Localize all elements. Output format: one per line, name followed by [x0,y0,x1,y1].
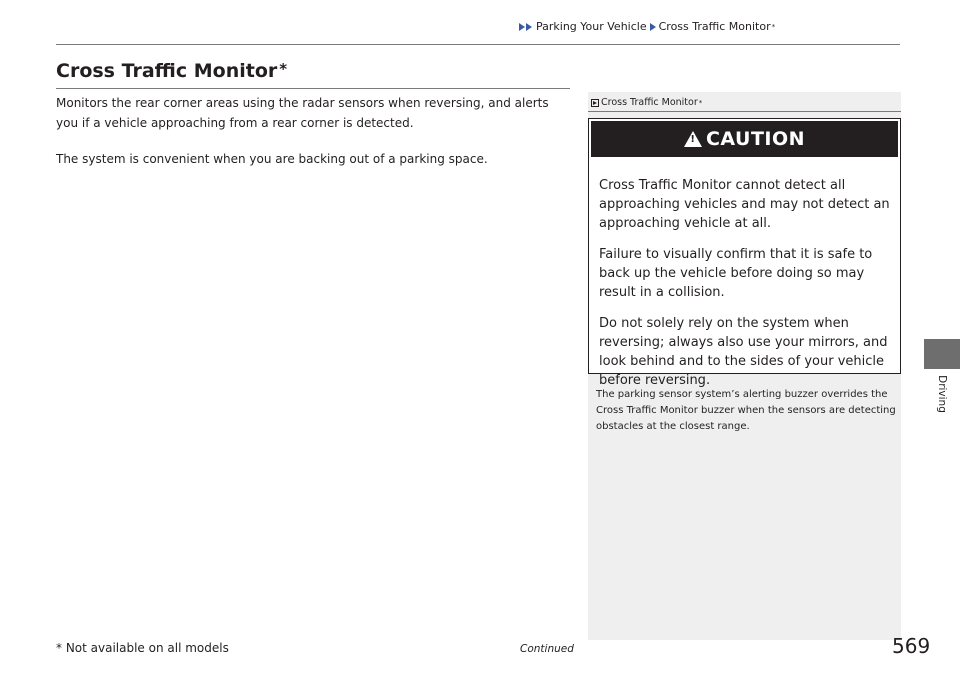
chapter-tab-text: Driving [936,375,948,413]
caution-header [591,121,898,157]
breadcrumb-item-parking[interactable]: Parking Your Vehicle [536,20,647,33]
title-divider [56,88,570,89]
body-paragraph-2: The system is convenient when you are backing out of a parking space. [56,152,488,166]
sidebar-divider [588,111,901,112]
breadcrumb-asterisk: * [771,22,776,31]
reference-marker-icon [591,99,599,107]
title-asterisk: * [279,60,288,78]
section-title-text: Cross Traffic Monitor [56,60,278,82]
header-divider [56,44,900,45]
section-title [56,60,287,82]
breadcrumb-arrow-icon [526,23,532,31]
breadcrumb-arrow-icon [519,23,525,31]
breadcrumb [519,20,775,33]
caution-paragraph-3: Do not solely rely on the system when reversing; always also use your mirrors, and look behind and to the sides of your vehicle before reversing. [599,316,888,388]
caution-paragraph-2: Failure to visually confirm that it is safe to back up the vehicle before doing so may result in a collision. [599,247,873,300]
sidebar-heading-asterisk: * [698,98,703,107]
caution-box [588,118,901,388]
body-paragraph-1: Monitors the rear corner areas using the radar sensors when reversing, and alerts you if a vehicle approaching from a rear corner is detected. [56,96,549,130]
breadcrumb-item-cross-traffic[interactable]: Cross Traffic Monitor [658,20,771,33]
page-number: 569 [892,634,931,658]
breadcrumb-arrow-icon [650,23,656,31]
sidebar-heading-text: Cross Traffic Monitor [601,97,698,108]
caution-paragraph-1: Cross Traffic Monitor cannot detect all approaching vehicles and may not detect an approaching vehicle at all. [599,178,890,231]
chapter-tab[interactable] [924,339,960,369]
warning-triangle-icon [684,131,702,147]
sidebar-panel [588,92,901,640]
sidebar-note: The parking sensor system’s alerting buzzer overrides the Cross Traffic Monitor buzzer when the sensors are detecting obstacles at the closest range. [596,389,896,432]
footnote: * Not available on all models [56,641,229,655]
continued-label: Continued [520,643,574,655]
chapter-tab-label [924,369,960,419]
caution-label: CAUTION [705,128,806,150]
sidebar-heading [591,97,702,108]
